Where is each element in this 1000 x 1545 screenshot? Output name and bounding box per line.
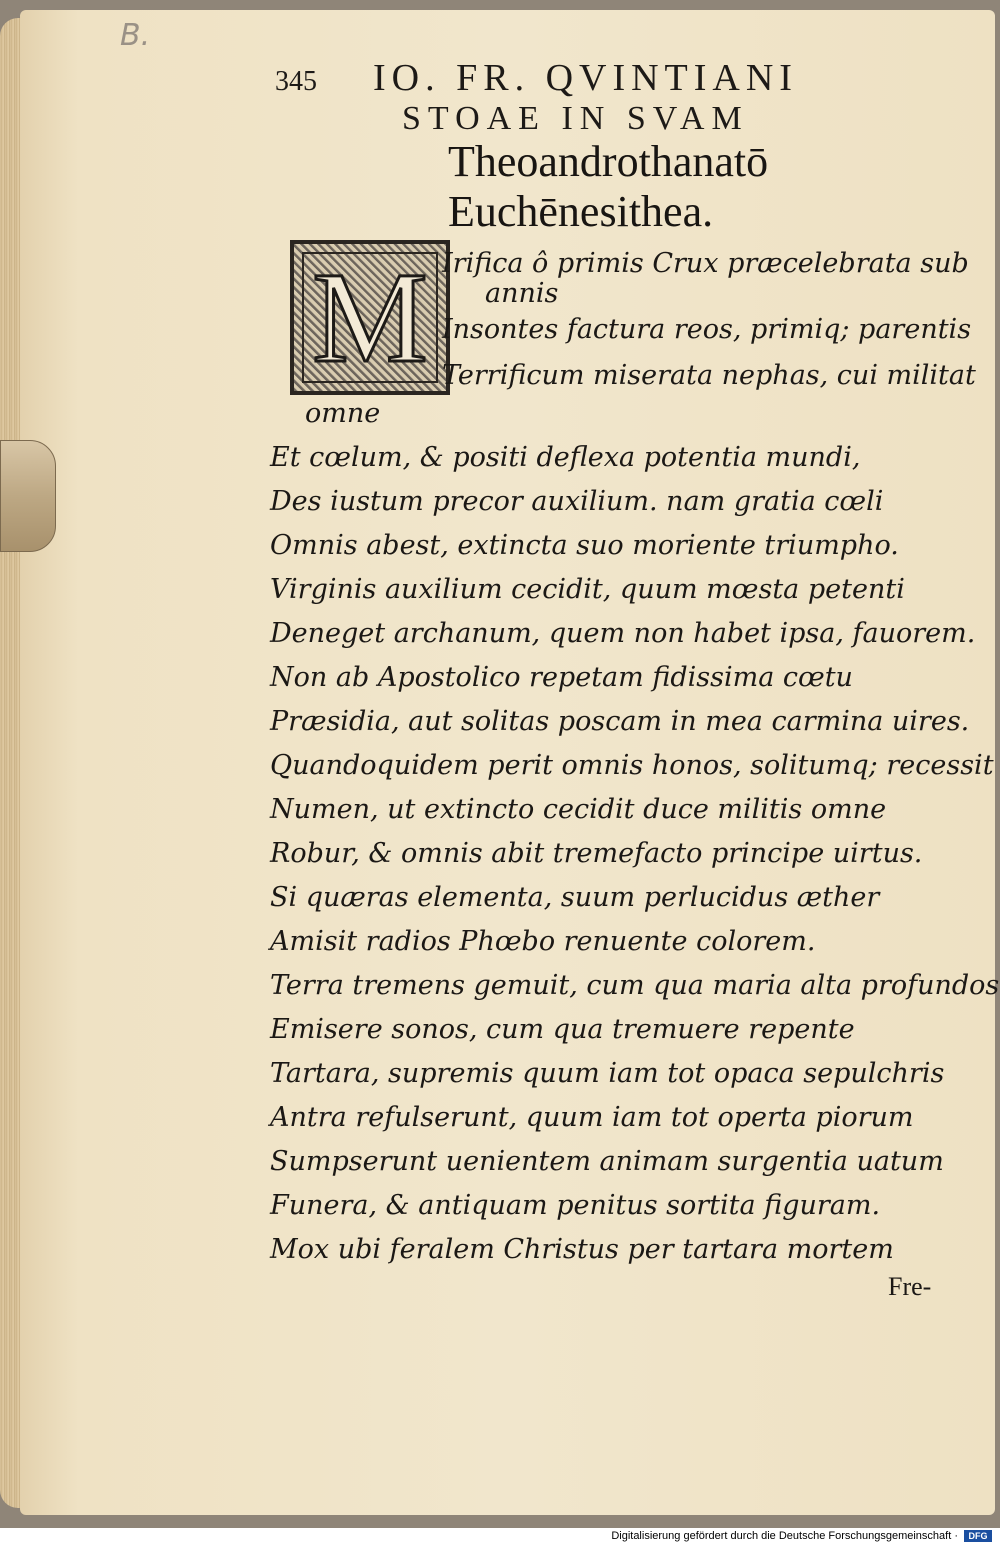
verse-line: Irifica ô primis Crux præcelebrata sub [442,248,969,279]
verse-line: Præsidia, aut solitas poscam in mea carmina uires. [270,706,970,737]
subtitle: STOAE IN SVAM [402,100,749,137]
verse-line: Tartara, supremis quum iam tot opaca sepulchris [270,1058,945,1089]
dfg-logo-icon: DFG [964,1530,992,1542]
verse-line: Si quæras elementa, suum perlucidus æther [270,882,880,913]
running-head [275,56,895,100]
verse-line: Quandoquidem perit omnis honos, solitumq; recessit [270,750,994,781]
catchword: Fre- [888,1272,932,1301]
verse-line: Terrificum miserata nephas, cui militat [442,360,976,391]
poem-title-line-1: Theoandrothanatō [448,137,769,186]
footer-bar [0,1528,1000,1545]
pencil-mark: B. [120,18,151,53]
decorated-initial-frame [302,245,438,390]
verse-line: Des iustum precor auxilium. nam gratia cœli [270,486,884,517]
verse-line: Robur, & omnis abit tremefacto principe uirtus. [270,838,923,869]
book-clasp [0,440,56,552]
verse-line: Sumpserunt uenientem animam surgentia uatum [270,1146,944,1177]
verse-line: Deneget archanum, quem non habet ipsa, fauorem. [270,618,976,649]
decorated-initial-letter: M [312,245,428,390]
decorated-initial [290,240,450,395]
verse-line: Et cœlum, & positi deflexa potentia mundi, [270,442,861,473]
verse-line: omne [305,398,381,429]
verse-line: Numen, ut extincto cecidit duce militis omne [270,794,887,825]
verse-line: Funera, & antiquam penitus sortita figuram. [270,1190,881,1221]
verse-line: Emisere sonos, cum qua tremuere repente [270,1014,855,1045]
verse-line: Omnis abest, extincta suo moriente triumpho. [270,530,899,561]
running-title: IO. FR. QVINTIANI [373,57,798,99]
verse-line: Mox ubi feralem Christus per tartara mortem [270,1234,894,1265]
verse-line: Non ab Apostolico repetam fidissima cœtu [270,662,853,693]
poem-title-line-2: Euchēnesithea. [448,187,714,236]
verse-line: Terra tremens gemuit, cum qua maria alta profundos [270,970,1000,1001]
verse-line: Antra refulserunt, quum iam tot operta piorum [270,1102,914,1133]
funding-credit: Digitalisierung gefördert durch die Deutsche Forschungsgemeinschaft · [611,1530,958,1542]
verse-line: Insontes factura reos, primiq; parentis [442,314,972,345]
verse-line: Virginis auxilium cecidit, quum mœsta petenti [270,574,905,605]
book-page [20,10,1000,1515]
verse-line: Amisit radios Phœbo renuente colorem. [270,926,816,957]
page-number: 345 [275,66,317,97]
verse-line: annis [485,278,559,309]
